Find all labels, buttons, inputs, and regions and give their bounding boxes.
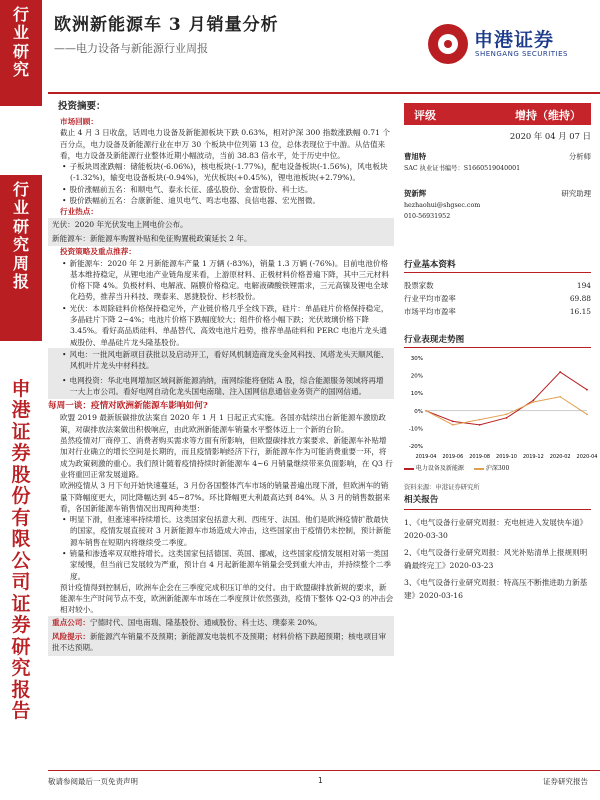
sidebar-char: 行 — [12, 5, 29, 24]
sidebar-char: 证 — [11, 420, 31, 443]
x-tick-label: 2020-04 — [576, 454, 598, 460]
related-item[interactable]: 3、《电气设备行业研究周报：特高压不断推进助力新基建》2020-03-16 — [404, 578, 588, 600]
series-point — [586, 389, 588, 391]
risk-text: 新能源汽车销量不及预期；新能源发电装机不及预期；材料价格下跌超预期；核电项目审批不达预期。 — [52, 632, 387, 653]
sidebar-char: 券 — [11, 442, 31, 465]
weekly-bullet: • 明显下滑，但涨速率持续增长。这类国家包括意大利、西班牙、法国。他们是欧洲疫情扩散最快的国家，疫情发展直接对 3 月新能源车市场造成大冲击，这些国家由于疫情仍未控制，预计新能源车销售在短期内将继续受二季度。 — [48, 514, 394, 548]
series-point — [586, 413, 588, 415]
y-tick-label: 30% — [410, 356, 423, 362]
sidebar-char: 报 — [12, 271, 29, 291]
strategy-item: • 风电：一批风电新项目获批以及启动开工，看好风机制造商龙头金风科技、风塔龙头天顺风能、风机叶片龙头中材科技。 — [48, 348, 394, 374]
basic-data-block — [404, 258, 591, 318]
related-heading: 相关报告 — [404, 494, 591, 510]
basic-data-key: 股票家数 — [404, 281, 434, 290]
footer-report-type: 证券研究报告 — [543, 777, 588, 786]
trend-block — [404, 333, 598, 491]
strategy-item: • 光伏：本周除硅料价格保持稳定外，产业链价格几乎全线下跌，硅片：单晶硅片价格保持稳定，多晶硅片下降 2~4%；电池片价格下跌幅度较大；组件价格小幅下跌；光伏玻璃价格下降 3.45%。看好高品质硅料、单晶替代、高效电池片趋势，推荐单晶硅料和 PERC 电池片龙头通威股份、单晶硅片龙头隆基股份。 — [48, 303, 394, 348]
sidebar-char: 业 — [12, 198, 29, 218]
sidebar-char: 研 — [12, 216, 29, 236]
series-point — [452, 420, 454, 422]
summary-heading: 投资摘要： — [58, 101, 106, 112]
y-tick-label: 10% — [410, 391, 423, 398]
strategy-item: • 新能源车：2020 年 2 月新能源车产量 1 万辆 (-83%)，销量 1.3 万辆 (-76%)。目前电池价格基本维持稳定，从锂电池产业链角度来看，上游原材料、正极材料价格普遍下降，其中三元材料价格下降 4%。负极材料、电解液、隔膜价格稳定。电解液磷酸铁锂需求，三元高镍及锂电全球化趋势，推荐当升科技、璞泰来、恩捷股份、杉杉股份。 — [48, 258, 394, 303]
legend-swatch-icon — [474, 468, 484, 470]
sidebar-char: 究 — [11, 657, 31, 680]
rating-label: 评级 — [414, 109, 436, 122]
strategy-label: 投资策略及重点推荐： — [60, 247, 136, 257]
sidebar-char: 究 — [12, 235, 29, 255]
basic-data-row — [404, 292, 591, 305]
sidebar-char: 有 — [11, 506, 31, 529]
basic-data-key: 市场平均市盈率 — [404, 307, 456, 316]
series-point — [506, 417, 508, 419]
logo-text-cn: 申港证券 — [474, 29, 555, 51]
sidebar-char: 业 — [12, 23, 29, 43]
hot-text: 新能源车：新能源车购置补贴和免征购置税政策延长 2 年。 — [48, 232, 394, 246]
report-title: 欧洲新能源车 3 月销量分析 — [54, 15, 279, 35]
sidebar-char: 申 — [11, 378, 31, 400]
basic-data-key: 行业平均市盈率 — [404, 294, 456, 303]
rating-bar — [404, 103, 591, 125]
market-review-label: 市场回顾： — [60, 117, 98, 126]
x-tick-label: 2019-04 — [415, 454, 437, 460]
basic-data-value: 16.15 — [569, 307, 591, 316]
weekly-para: 虽然疫情对厂商停工、消费者购买需求等方面有所影响，但欧盟碳排放方案要求、新能源车补贴增加对行业确立的增长空间是长期的，而且疫情影响经济下行，新能源车作为可能消费重要一环，将成为政策刺激的重心。我们预计随着疫情持续时新能源车 4~6 月销量继续带来负面影响，在 Q3 行业将重回正常发展道路。 — [60, 436, 393, 479]
company-logo — [428, 24, 578, 68]
companies-label: 重点公司： — [52, 617, 90, 627]
analyst-role: 分析师 — [568, 152, 591, 161]
series-point — [559, 396, 561, 398]
footer-divider — [48, 770, 600, 771]
sidebar-char: 研 — [11, 635, 31, 658]
basic-data-value: 194 — [576, 281, 591, 290]
x-tick-label: 2019-10 — [496, 454, 517, 460]
logo-text-en: SHENGANG SECURITIES — [475, 50, 568, 58]
x-tick-label: 2020-02 — [549, 454, 571, 460]
basic-data-row — [404, 305, 591, 318]
trend-heading: 行业表现走势图 — [404, 333, 591, 348]
header-divider — [48, 92, 600, 94]
page-number: 1 — [318, 776, 323, 785]
risk-label: 风险提示： — [52, 632, 90, 642]
trend-source: 资料来源：申港证券研究所 — [404, 484, 480, 491]
footer-disclaimer: 敬请参阅最后一页免责声明 — [48, 777, 138, 786]
companies-text: 宁德时代、国电南瑞、隆基股份、通威股份、科士达、璞泰来 20%。 — [89, 617, 322, 627]
sidebar-char: 股 — [11, 463, 31, 486]
report-date: 2020 年 04 月 07 日 — [509, 131, 591, 141]
series-point — [532, 399, 534, 401]
sidebar-char: 研 — [12, 41, 29, 61]
sidebar-company-block — [0, 375, 42, 779]
analyst-cert: SAC 执业证书编号：S1660519040001 — [404, 165, 521, 172]
trend-legend — [404, 463, 591, 472]
sidebar-char: 券 — [11, 614, 31, 637]
y-tick-label: -20% — [408, 444, 423, 450]
basic-data-heading: 行业基本资料 — [404, 258, 591, 273]
series-point — [452, 424, 454, 426]
series-point — [506, 413, 508, 415]
sidebar-char: 限 — [11, 528, 31, 551]
weekly-para: 欧盟 2019 最新版碳排放法案自 2020 年 1 月 1 日起正式实施。各国亦陆续出台新能源车激励政策，对碳排放法案做出积极响应，由此欧洲新能源车销量水平整体迈上一个新的台阶。 — [60, 413, 386, 434]
market-review-text: 截止 4 月 3 日收盘，话周电力设备及新能源板块下跌 0.63%，相对沪深 300 指数涨跌幅 0.71 个百分点，电力设备及新能源行业在申万 30 个板块中位列第 13 位，总体表现位于中游。从估值来看，电力设备及新能源行业整体近期小幅波动，当前 38.83 倍水平，处于历史中位。 — [60, 128, 390, 160]
sidebar-char: 告 — [11, 700, 31, 723]
assistant-email: hezhaohui@shgsec.com — [404, 201, 481, 209]
sidebar-char: 报 — [11, 678, 31, 701]
sidebar-char: 港 — [11, 399, 31, 422]
weekly-para: 欧洲疫情从 3 月下旬开始快速蔓延，3 月份各国整体汽车市场的销量普遍出现下滑，但欧洲车的销量下降幅度更大，同比降幅达到 45~87%。环比降幅更大利最高达到 84%。从 3 月的销售数据来看，各国新能源车销售情况出现两种类型： — [60, 481, 391, 513]
hot-label: 行业热点： — [60, 207, 98, 217]
related-block — [404, 494, 591, 602]
y-tick-label: 20% — [410, 373, 423, 380]
x-tick-label: 2019-12 — [522, 454, 544, 460]
legend-label: 电力设备及新能源 — [415, 465, 464, 472]
trend-chart — [404, 352, 598, 462]
market-bullet: • 子板块周涨跌幅：储能板块(-6.06%)，核电板块(-1.77%)，配电设备板块(-1.56%)，风电板块(-1.32%)，输变电设备板块(-0.94%)，光伏板块(+0.45%)，锂电池板块(+2.79%)。 — [48, 161, 394, 184]
market-bullet: • 股价涨幅前五名：和顺电气、泰永长征、盛弘股份、金雷股份、科士达。 — [48, 184, 394, 195]
report-subtitle: ——电力设备与新能源行业周报 — [54, 42, 208, 55]
related-item[interactable]: 2、《电气设备行业研究周报：风光补贴清单上报规则明确最终完工》2020-03-23 — [404, 548, 588, 570]
y-tick-label: -10% — [408, 426, 423, 433]
sidebar-char: 究 — [12, 60, 29, 80]
x-tick-label: 2019-08 — [469, 454, 491, 460]
legend-label: 沪深300 — [485, 465, 510, 472]
analyst-name: 曹旭特 — [404, 152, 427, 161]
x-tick-label: 2019-06 — [442, 454, 464, 460]
series-point — [532, 401, 534, 403]
related-item[interactable]: 1、《电气设备行业研究周报：充电桩进入发展快车道》2020-03-30 — [404, 518, 588, 540]
basic-data-value: 69.88 — [569, 294, 591, 303]
series-point — [425, 410, 427, 412]
sidebar-char: 份 — [11, 485, 31, 508]
weekly-para: 预计疫情得到控制后，欧洲车企会在三季度完成积压订单的交付。由于欧盟碳排放新规的要求，新能源车生产时间节点不变，欧洲新能源车市场在二季度预计依然强劲，疫情下整体 Q2-Q3 的冲击会相对较小。 — [60, 582, 394, 615]
sidebar-category-block — [0, 0, 42, 106]
legend-swatch-icon — [404, 468, 414, 470]
weekly-topic-label: 每周一谈：疫情对欧洲新能源车影响如何? — [48, 401, 208, 412]
rating-value: 增持（维持） — [515, 109, 581, 122]
series-point — [559, 371, 561, 373]
sidebar-char: 司 — [11, 571, 31, 594]
sidebar-report-type-block — [0, 175, 42, 341]
sidebar-char: 周 — [12, 253, 29, 273]
summary-column — [48, 100, 394, 656]
weekly-bullet: • 销量和渗透率双双维持增长。这类国家包括德国、英国、挪威，这些国家疫情发展相对第一类国家缓慢，但当前已发展较为严重，预计自 4 月起新能源车销量会受到重大冲击，并持续整个二季度。 — [48, 548, 394, 582]
assistant-name: 贺新辉 — [404, 188, 427, 198]
market-bullet: • 股价跌幅前五名：合康新能、迪贝电气、鸣志电器、良信电器、宏光图微。 — [48, 195, 394, 206]
assistant-role: 研究助理 — [561, 188, 591, 198]
strategy-item: • 电网投资：华北电网增加区域间新能源消纳，南网综能将登陆 A 股，综合能源服务领域将再增一大上市公司。看好电网自动化龙头国电南瑞、注入国网信息通信业务资产的国网信通。 — [48, 374, 394, 400]
assistant-phone: 010-56931952 — [404, 213, 451, 220]
basic-data-row — [404, 279, 591, 292]
sidebar-char: 公 — [11, 549, 31, 572]
hot-text: 光伏：2020 年光伏发电上网电价公布。 — [48, 218, 394, 232]
sidebar-char: 证 — [11, 592, 31, 615]
analyst-block — [404, 150, 591, 223]
y-tick-label: 0% — [414, 408, 423, 415]
series-point — [479, 424, 481, 426]
series-point — [479, 419, 481, 421]
sidebar-char: 行 — [12, 180, 29, 199]
